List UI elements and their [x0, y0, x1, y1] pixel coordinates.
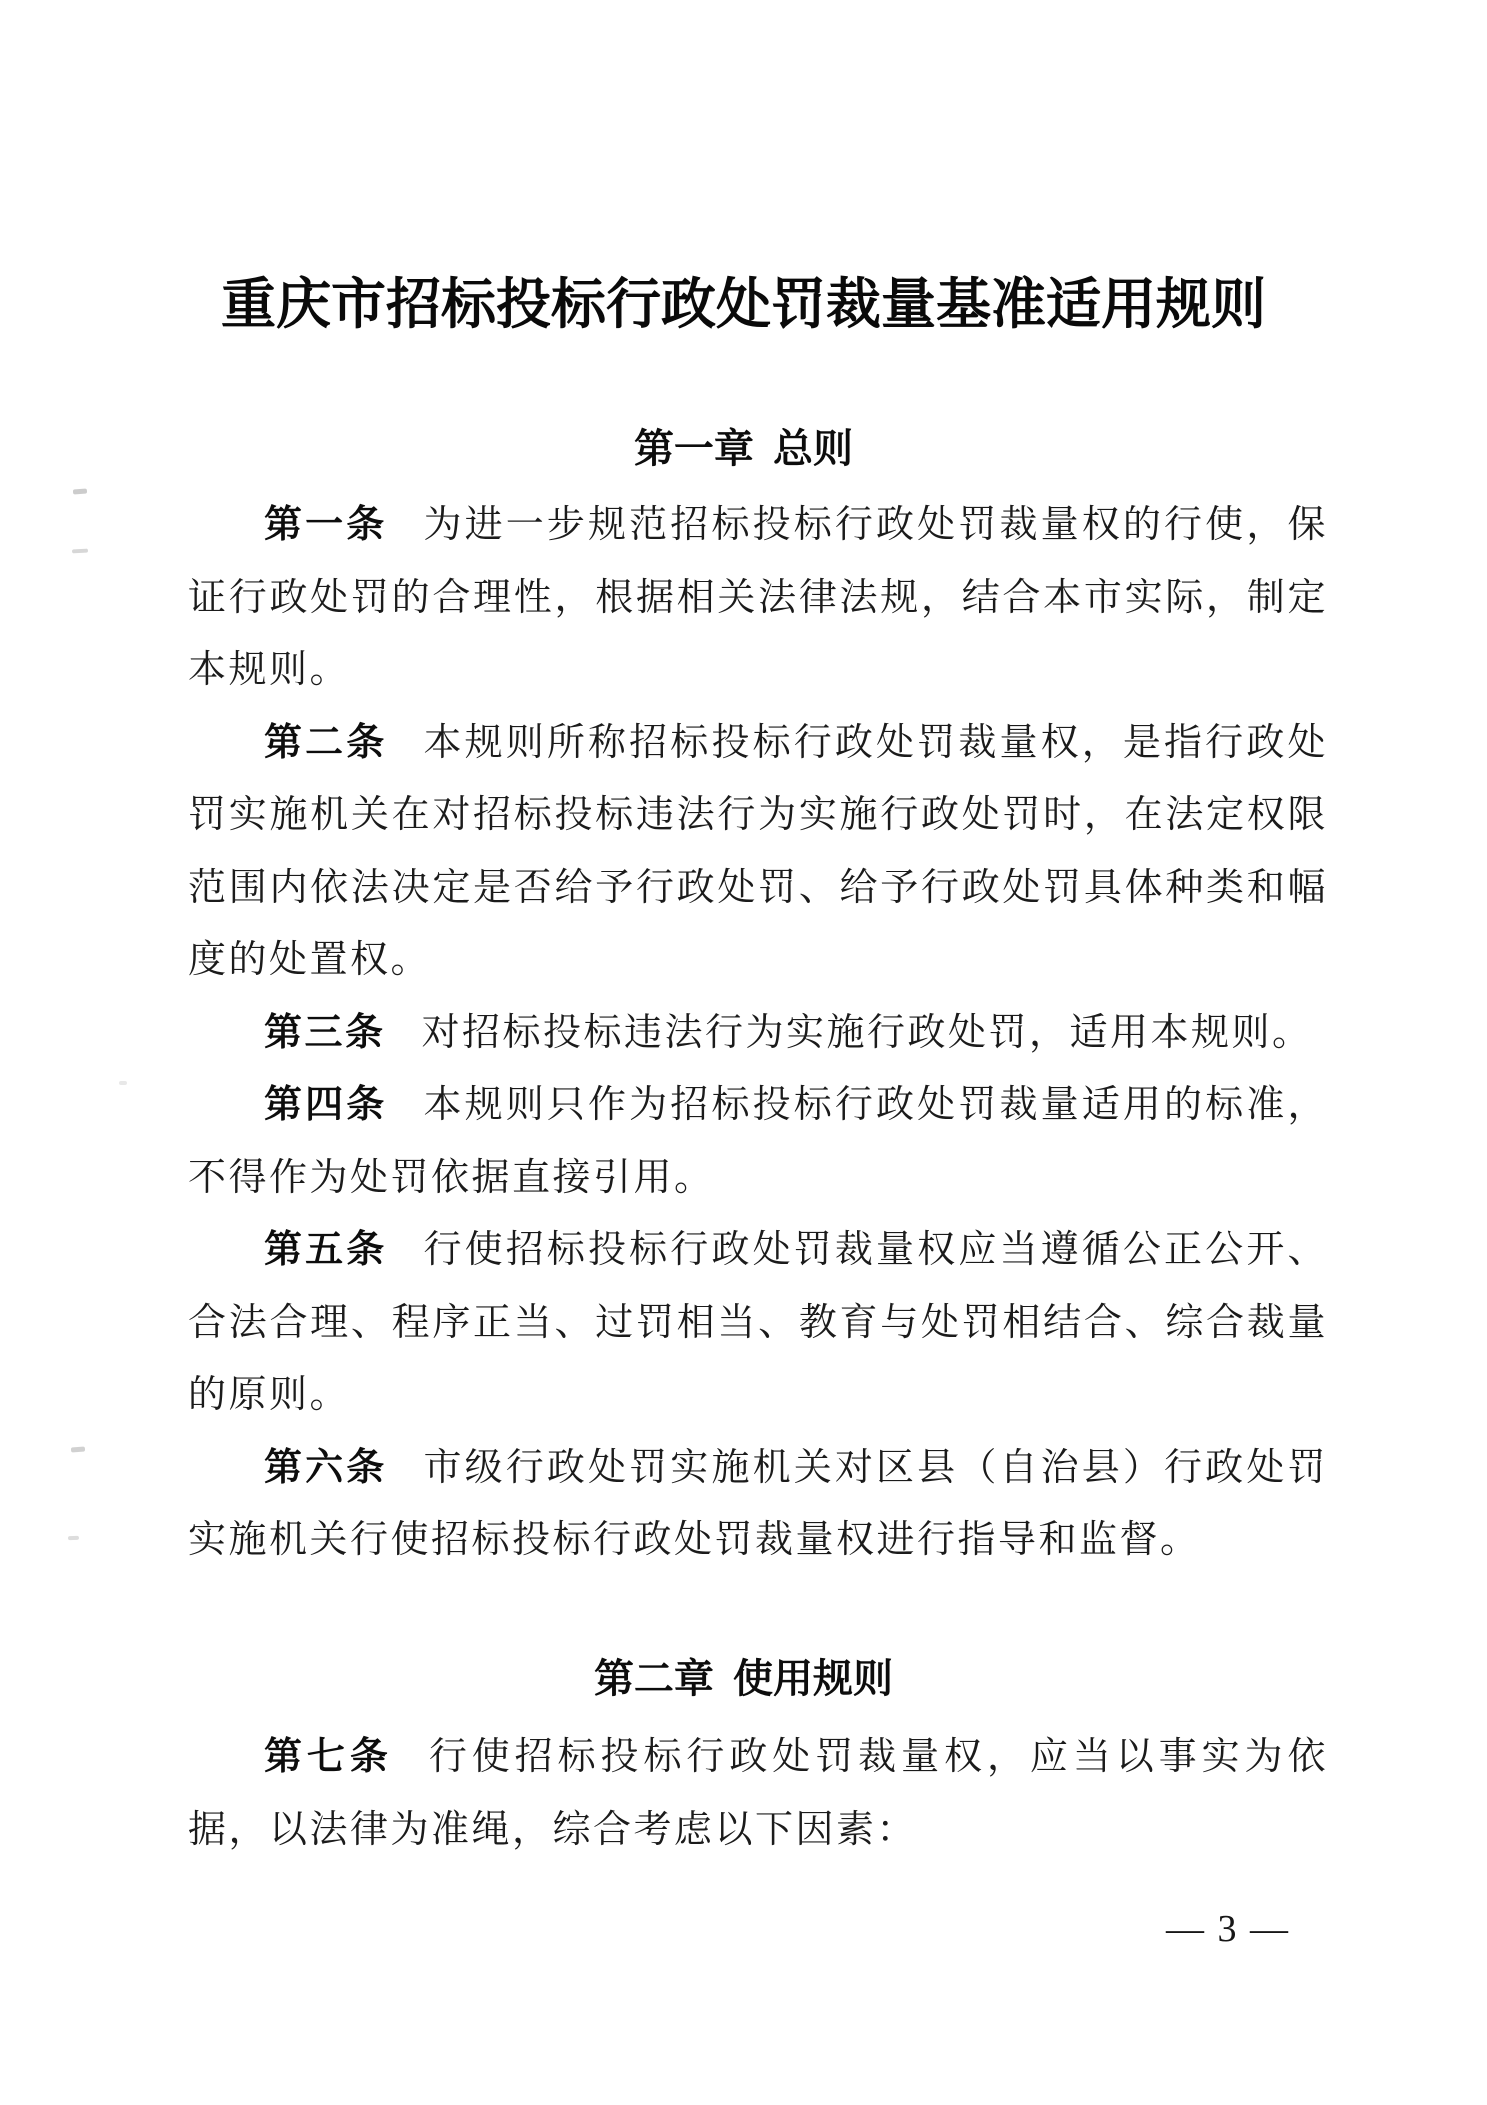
- article-7: [188, 1721, 1328, 1866]
- article-5-text: 行使招标投标行政处罚裁量权应当遵循公正公开、合法合理、程序正当、过罚相当、教育与处罚相结合、综合裁量的原则。: [188, 1229, 1328, 1416]
- article-4-text: 本规则只作为招标投标行政处罚裁量适用的标准，不得作为处罚依据直接引用。: [188, 1084, 1328, 1199]
- scan-artifact: [73, 489, 87, 495]
- article-1-label: 第一条: [264, 504, 388, 546]
- article-1: [188, 489, 1328, 707]
- article-5-label: 第五条: [264, 1229, 388, 1271]
- article-4: [188, 1069, 1328, 1214]
- article-6-label: 第六条: [264, 1446, 388, 1489]
- chapter-2-articles: [188, 1721, 1328, 1866]
- article-2: [188, 707, 1328, 997]
- page-number: — 3 —: [1166, 1908, 1290, 1950]
- chapter-2-heading: 第二章 使用规则: [593, 1657, 894, 1701]
- article-2-text: 本规则所称招标投标行政处罚裁量权，是指行政处罚实施机关在对招标投标违法行为实施行政处罚时，在法定权限范围内依法决定是否给予行政处罚、给予行政处罚具体种类和幅度的处置权。: [188, 721, 1328, 981]
- article-5: [188, 1214, 1328, 1432]
- article-3-label: 第三条: [264, 1011, 386, 1054]
- article-2-label: 第二条: [264, 721, 388, 764]
- article-7-text: 行使招标投标行政处罚裁量权，应当以事实为依据，以法律为准绳，综合考虑以下因素：: [188, 1736, 1328, 1851]
- scan-artifact: [119, 1081, 127, 1085]
- article-3: [188, 997, 1328, 1070]
- article-1-text: 为进一步规范招标投标行政处罚裁量权的行使，保证行政处罚的合理性，根据相关法律法规，结合本市实际，制定本规则。: [188, 504, 1328, 691]
- article-6: [188, 1432, 1328, 1577]
- scan-artifact: [68, 1536, 79, 1541]
- document-title: 重庆市招标投标行政处罚裁量基准适用规则: [220, 274, 1266, 335]
- article-4-label: 第四条: [264, 1084, 388, 1126]
- scan-artifact: [72, 549, 88, 554]
- article-3-text: 对招标投标违法行为实施行政处罚，适用本规则。: [421, 1011, 1313, 1054]
- chapter-1-articles: [188, 489, 1328, 1577]
- article-6-text: 市级行政处罚实施机关对区县（自治县）行政处罚实施机关行使招标投标行政处罚裁量权进行指导和监督。: [188, 1446, 1328, 1561]
- scan-artifact: [71, 1447, 85, 1453]
- article-7-label: 第七条: [264, 1736, 393, 1778]
- chapter-1-heading: 第一章 总则: [633, 427, 854, 471]
